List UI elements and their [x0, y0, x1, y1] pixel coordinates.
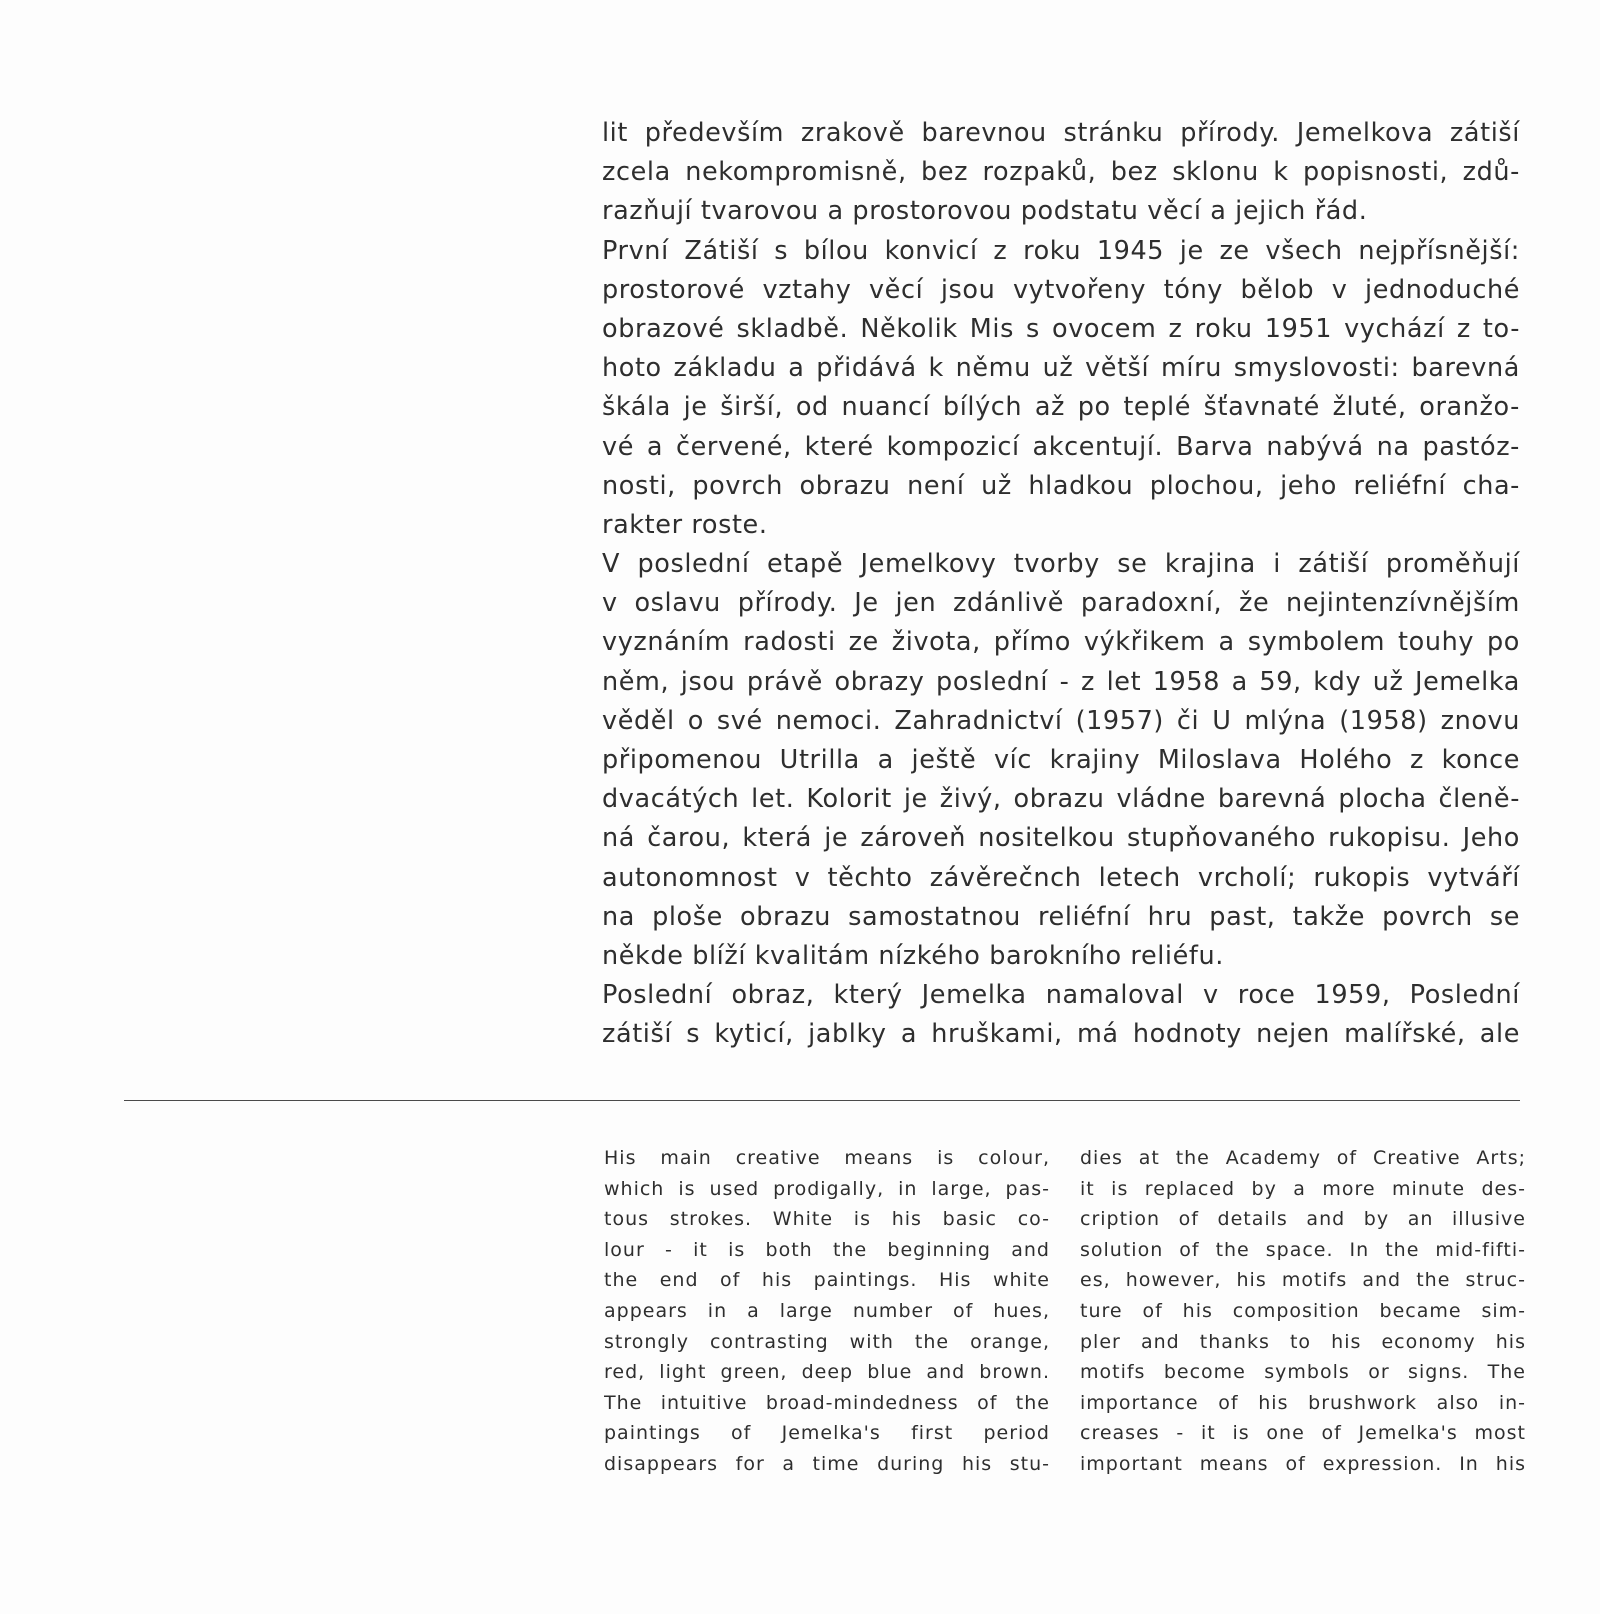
czech-line: Poslední obraz, který Jemelka namaloval v roce 1959, Poslední [602, 980, 1520, 1011]
czech-line: V poslední etapě Jemelkovy tvorby se krajina i zátiší proměňují [602, 549, 1520, 580]
english-line: which is used prodigally, in large, pas- [604, 1177, 1050, 1200]
english-line: paintings of Jemelka's first period [604, 1422, 1050, 1445]
english-line: tous strokes. White is his basic co- [604, 1208, 1050, 1231]
english-line: ture of his composition became sim- [1080, 1299, 1526, 1322]
english-line: the end of his paintings. His white [604, 1269, 1050, 1292]
english-line: appears in a large number of hues, [604, 1299, 1050, 1322]
english-line: strongly contrasting with the orange, [604, 1330, 1050, 1353]
english-line: importance of his brushwork also in- [1080, 1391, 1526, 1414]
czech-line: autonomnost v těchto závěrečnch letech vrcholí; rukopis vytváří [602, 862, 1520, 893]
czech-line: obrazové skladbě. Několik Mis s ovocem z roku 1951 vychází z to- [602, 313, 1520, 344]
english-line: motifs become symbols or signs. The [1080, 1361, 1526, 1384]
czech-line: ná čarou, která je zároveň nositelkou stupňovaného rukopisu. Jeho [602, 823, 1520, 854]
english-line: red, light green, deep blue and brown. [604, 1361, 1050, 1384]
czech-line: připomenou Utrilla a ještě víc krajiny Miloslava Holého z konce [602, 745, 1520, 775]
horizontal-divider [124, 1100, 1520, 1101]
czech-line: někde blíží kvalitám nízkého barokního reliéfu. [602, 940, 1224, 971]
english-line: dies at the Academy of Creative Arts; [1080, 1147, 1526, 1169]
english-line: disappears for a time during his stu- [604, 1452, 1050, 1475]
czech-line: hoto základu a přidává k němu už větší míru smyslovosti: barevná [602, 353, 1520, 384]
czech-line: věděl o své nemoci. Zahradnictví (1957) či U mlýna (1958) znovu [602, 705, 1520, 736]
english-line: His main creative means is colour, [604, 1147, 1050, 1169]
english-line: The intuitive broad-mindedness of the [604, 1391, 1050, 1414]
english-line: creases - it is one of Jemelka's most [1080, 1422, 1526, 1445]
english-line: it is replaced by a more minute des- [1080, 1177, 1526, 1200]
czech-line: nosti, povrch obrazu není už hladkou plochou, jeho reliéfní cha- [602, 470, 1520, 501]
czech-text-block [602, 114, 1520, 1055]
english-line: pler and thanks to his economy his [1080, 1330, 1526, 1353]
czech-line: vé a červené, které kompozicí akcentují. Barva nabývá na pastóz- [602, 431, 1520, 462]
english-column-left [604, 1143, 1050, 1480]
english-column-right [1080, 1143, 1526, 1480]
czech-line: v oslavu přírody. Je jen zdánlivě paradoxní, že nejintenzívnějším [602, 588, 1520, 619]
czech-line: na ploše obrazu samostatnou reliéfní hru past, takže povrch se [602, 901, 1520, 932]
english-line: cription of details and by an illusive [1080, 1208, 1526, 1231]
english-line: lour - it is both the beginning and [604, 1238, 1050, 1261]
czech-line: škála je širší, od nuancí bílých až po teplé šťavnaté žluté, oranžo- [602, 392, 1520, 423]
czech-line: zcela nekompromisně, bez rozpaků, bez sklonu k popisnosti, zdů- [602, 157, 1520, 188]
czech-line: prostorové vztahy věcí jsou vytvořeny tóny bělob v jednoduché [602, 274, 1520, 305]
english-line: solution of the space. In the mid-fifti- [1080, 1238, 1526, 1261]
czech-line: vyznáním radosti ze života, přímo výkřikem a symbolem touhy po [602, 627, 1520, 658]
english-line: es, however, his motifs and the struc- [1080, 1269, 1526, 1292]
czech-line: rakter roste. [602, 509, 768, 540]
czech-line: lit především zrakově barevnou stránku přírody. Jemelkova zátiší [602, 118, 1520, 148]
czech-line: První Zátiší s bílou konvicí z roku 1945 je ze všech nejpřísnější: [602, 235, 1520, 266]
czech-line: dvacátých let. Kolorit je živý, obrazu vládne barevná plocha členě- [602, 784, 1520, 815]
czech-line: razňují tvarovou a prostorovou podstatu věcí a jejich řád. [602, 196, 1368, 227]
czech-line: něm, jsou právě obrazy poslední - z let 1958 a 59, kdy už Jemelka [602, 666, 1520, 697]
english-line: important means of expression. In his [1080, 1452, 1526, 1475]
czech-line: zátiší s kyticí, jablky a hruškami, má hodnoty nejen malířské, ale [602, 1019, 1520, 1050]
